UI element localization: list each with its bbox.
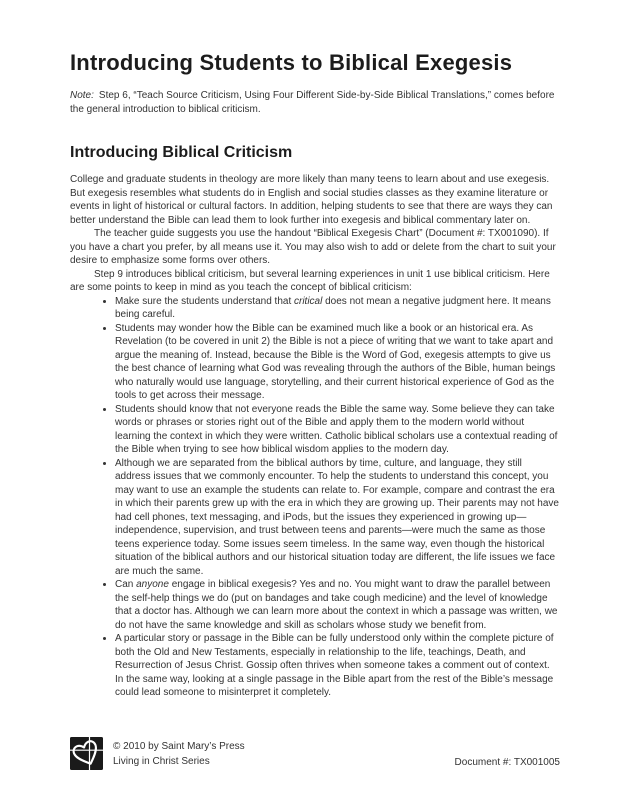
section-heading: Introducing Biblical Criticism	[70, 144, 293, 161]
list-item	[115, 295, 560, 322]
list-item-text: Students may wonder how the Bible can be examined much like a book or an historical era. As Revelation (to be covered in unit 2) the Bible is not a piece of writing that we want to take apart and argue the meaning of. Instead, because the Bible is the Word of God, exegesis attempts to give us the best chance of learning what God was revealing through the authors of the Bible, human beings who naturally would use language, storytelling, and their current historical experience of God as the tools to get across their message.	[115, 322, 556, 401]
list-item-text: engage in biblical exegesis? Yes and no. You might want to draw the parallel between the self-help things we do (put on bandages and take cough medicine) and the level of knowledge that a doctor has. Although we can learn more about the context in which a passage was written, we do not have the same knowledge and skill as scholars whose study we benefit from.	[115, 579, 558, 631]
paragraph: College and graduate students in theology are more likely than many teens to learn about and use exegesis. But exegesis resembles what students do in English and social studies classes as they examine literature or events in light of historical or cultural factors. In addition, helping students to see that there are ways they can better understand the Bible can lead them to look further into exegesis and biblical commentary later on.	[70, 174, 553, 226]
page-footer	[70, 737, 560, 770]
paragraph: Step 9 introduces biblical criticism, but several learning experiences in unit 1 use biblical criticism. Here are some points to keep in mind as you teach the concept of biblical criticism:	[70, 268, 550, 293]
list-item	[115, 578, 560, 632]
publisher-lines	[113, 739, 245, 769]
emphasized-text: critical	[294, 295, 323, 307]
paragraph: The teacher guide suggests you use the handout “Biblical Exegesis Chart” (Document #: TX001090). If you have a chart you prefer, by all means use it. You may also wish to add or delete from the chart to suit your desire to emphasize some forms over others.	[70, 228, 556, 266]
publisher-block	[70, 737, 245, 770]
note-label: Note:	[70, 90, 94, 101]
list-item-text: A particular story or passage in the Bible can be fully understood only within the complete picture of both the Old and New Testaments, especially in relationship to the life, teachings, Death, and Resurrection of Jesus Christ. Gossip often thrives when someone takes a comment out of context. In the same way, looking at a single passage in the Bible apart from the rest of the Bible’s message could lead someone to misinterpret it completely.	[115, 633, 554, 698]
list-item-text: Although we are separated from the biblical authors by time, culture, and language, they still address issues that we commonly encounter. To help the students to understand this concept, you may want to use an example the students can relate to. For example, compare and contrast the era in which their parents grew up with the era in which they are growing up. Their parents may not have had cell phones, text messaging, and iPods, but the issues they experienced in growing up—independence, supervision, and trust between teens and parents—were much the same as those teens experience today. Some issues seem timeless. In the same way, even though the historical situation of the biblical authors and our historical situation today are different, the life issues we face are much the same.	[115, 457, 559, 577]
list-item-text: Make sure the students understand that	[115, 295, 294, 307]
series-text: Living in Christ Series	[113, 755, 210, 767]
list-item	[115, 632, 560, 700]
emphasized-text: anyone	[136, 579, 169, 590]
list-item-text: does not mean a negative judgment here. It means being careful.	[115, 295, 551, 320]
list-item	[115, 403, 560, 457]
note-text: Step 6, “Teach Source Criticism, Using Four Different Side-by-Side Biblical Translations,” comes before the general introduction to biblical criticism.	[70, 90, 555, 115]
list-item-text: Can	[115, 579, 137, 590]
list-item	[115, 322, 560, 403]
list-item	[115, 457, 560, 579]
copyright-text: © 2010 by Saint Mary’s Press	[113, 740, 245, 752]
list-item-text: Students should know that not everyone reads the Bible the same way. Some believe they can take words or phrases or stories right out of the Bible and apply them to the modern world without learning the context in which they were written. Catholic biblical scholars use a contextual reading of the Bible when trying to see how biblical wisdom applies to the modern day.	[115, 403, 558, 455]
document-number: Document #: TX001005	[454, 757, 560, 768]
bullet-list	[70, 295, 560, 700]
saint-marys-press-heart-cross-logo-icon	[70, 737, 103, 770]
section-paragraphs	[70, 173, 560, 295]
note-line	[70, 89, 560, 116]
page-title: Introducing Students to Biblical Exegesis	[70, 50, 513, 75]
